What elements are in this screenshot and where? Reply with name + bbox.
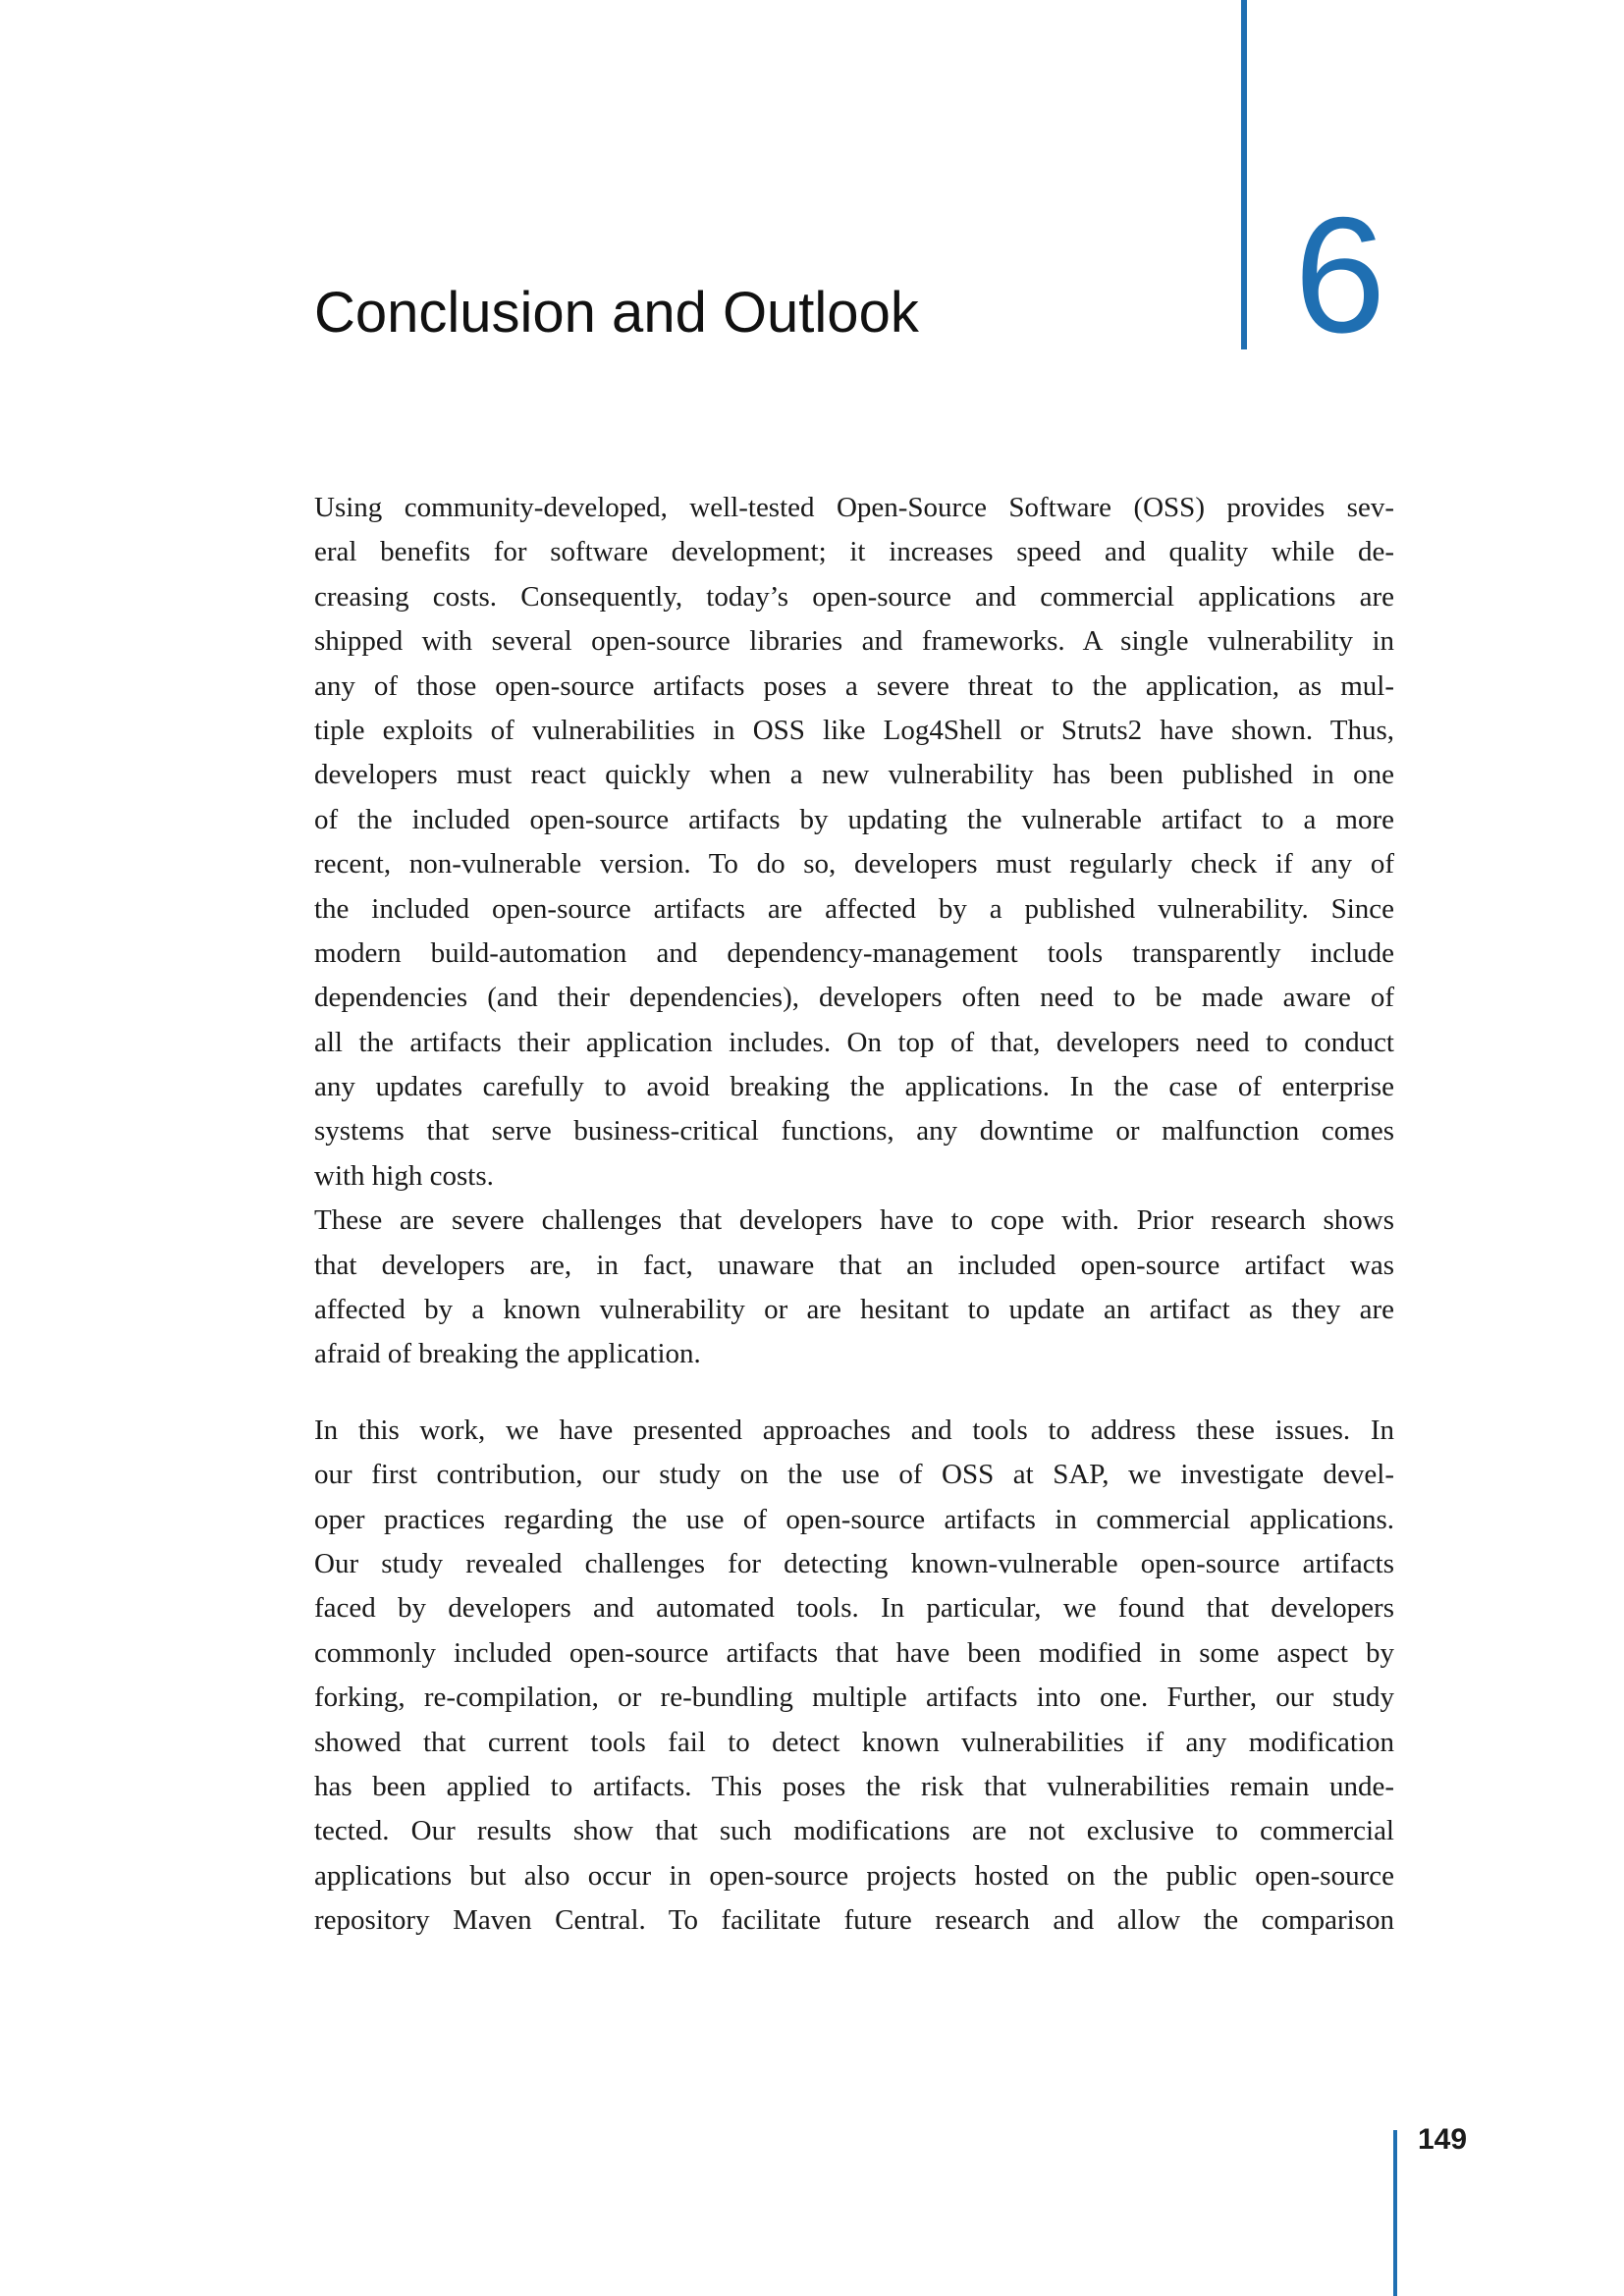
text-line: Using community-developed, well-tested Open-Source Software (OSS) provides sev- bbox=[314, 492, 1394, 523]
text-line: any of those open-source artifacts poses a severe threat to the application, as mul- bbox=[314, 669, 1394, 702]
text-line: applications but also occur in open-source projects hosted on the public open-source bbox=[314, 1859, 1394, 1892]
paragraph-spacer bbox=[314, 1377, 1394, 1409]
page-number-rule bbox=[1393, 2130, 1397, 2296]
text-line: shipped with several open-source libraries and frameworks. A single vulnerability in bbox=[314, 625, 1394, 658]
chapter-divider-rule bbox=[1241, 0, 1247, 349]
text-line: creasing costs. Consequently, today’s open-source and commercial applications are bbox=[314, 580, 1394, 613]
page-number: 149 bbox=[1418, 2123, 1468, 2156]
text-line: that developers are, in fact, unaware that an included open-source artifact was bbox=[314, 1249, 1394, 1281]
text-line: In this work, we have presented approaches and tools to address these issues. In bbox=[314, 1414, 1394, 1446]
text-line: developers must react quickly when a new vulnerability has been published in one bbox=[314, 759, 1394, 791]
text-line: tected. Our results show that such modifications are not exclusive to commercial bbox=[314, 1815, 1394, 1847]
text-line: Our study revealed challenges for detecting known-vulnerable open-source artifacts bbox=[314, 1547, 1394, 1579]
text-line: forking, re-compilation, or re-bundling multiple artifacts into one. Further, our study bbox=[314, 1682, 1394, 1714]
text-line: These are severe challenges that developers have to cope with. Prior research shows bbox=[314, 1204, 1394, 1237]
text-line: eral benefits for software development; it increases speed and quality while de- bbox=[314, 536, 1394, 568]
paragraph-1 bbox=[314, 486, 1394, 1199]
text-line: commonly included open-source artifacts that have been modified in some aspect by bbox=[314, 1636, 1394, 1669]
text-line: afraid of breaking the application. bbox=[314, 1338, 701, 1370]
text-line: affected by a known vulnerability or are hesitant to update an artifact as they are bbox=[314, 1294, 1394, 1326]
text-line: has been applied to artifacts. This poses the risk that vulnerabilities remain unde- bbox=[314, 1770, 1394, 1802]
text-line: the included open-source artifacts are affected by a published vulnerability. Since bbox=[314, 892, 1394, 925]
text-line: any updates carefully to avoid breaking the applications. In the case of enterprise bbox=[314, 1071, 1394, 1103]
chapter-number: 6 bbox=[1294, 183, 1386, 367]
text-line: dependencies (and their dependencies), developers often need to be made aware of bbox=[314, 982, 1394, 1014]
text-line: repository Maven Central. To facilitate future research and allow the comparison bbox=[314, 1904, 1394, 1937]
text-line: recent, non-vulnerable version. To do so, developers must regularly check if any of bbox=[314, 848, 1394, 881]
text-line: tiple exploits of vulnerabilities in OSS like Log4Shell or Struts2 have shown. Thus, bbox=[314, 714, 1394, 746]
text-line: systems that serve business-critical functions, any downtime or malfunction comes bbox=[314, 1115, 1394, 1148]
chapter-body bbox=[314, 486, 1394, 1944]
text-line: our first contribution, our study on the use of OSS at SAP, we investigate devel- bbox=[314, 1459, 1394, 1491]
text-line: with high costs. bbox=[314, 1159, 494, 1192]
paragraph-3 bbox=[314, 1409, 1394, 1944]
paragraph-2 bbox=[314, 1199, 1394, 1377]
chapter-title: Conclusion and Outlook bbox=[314, 281, 919, 345]
text-line: showed that current tools fail to detect known vulnerabilities if any modification bbox=[314, 1726, 1394, 1758]
text-line: faced by developers and automated tools. In particular, we found that developers bbox=[314, 1592, 1394, 1625]
text-line: modern build-automation and dependency-management tools transparently include bbox=[314, 936, 1394, 969]
text-line: oper practices regarding the use of open-source artifacts in commercial applications. bbox=[314, 1503, 1394, 1535]
text-line: all the artifacts their application includes. On top of that, developers need to conduct bbox=[314, 1026, 1394, 1058]
text-line: of the included open-source artifacts by updating the vulnerable artifact to a more bbox=[314, 803, 1394, 835]
